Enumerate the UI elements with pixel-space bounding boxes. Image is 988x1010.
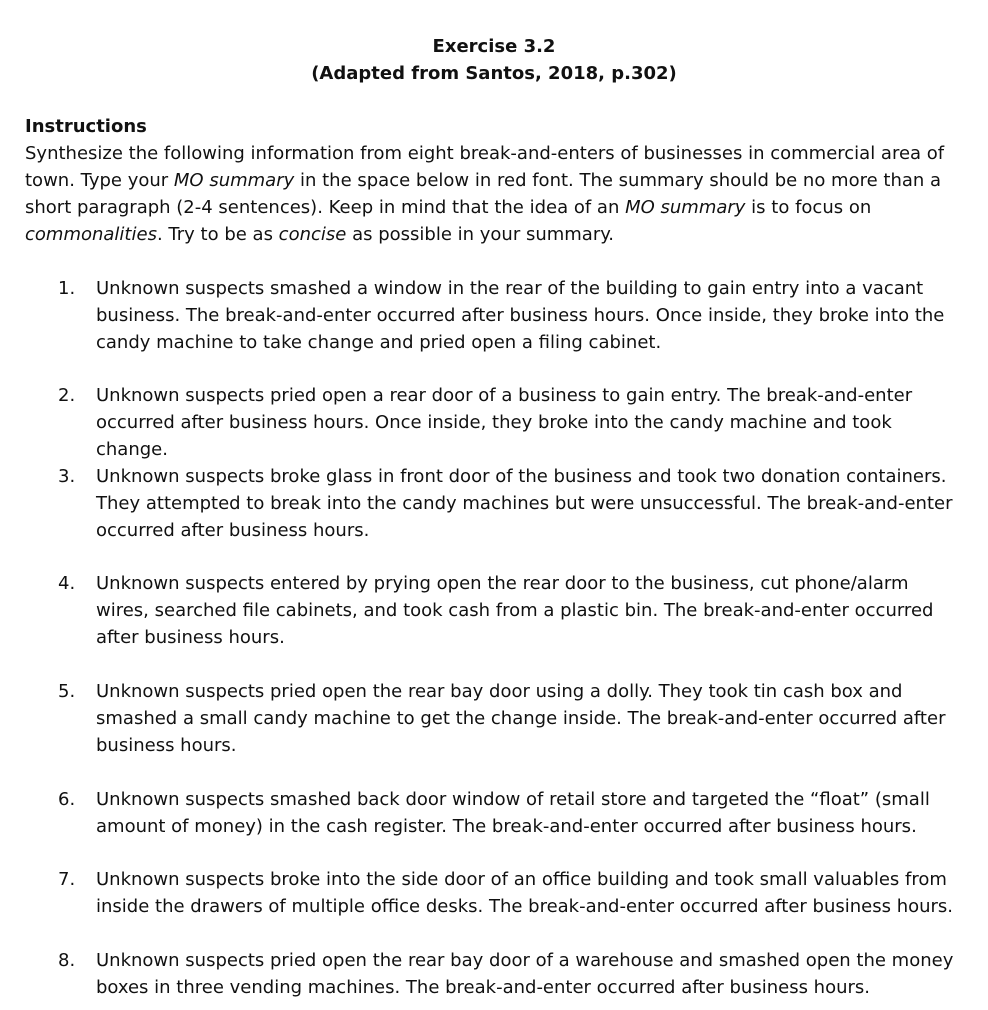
case-number: 4. [58, 573, 76, 594]
instructions-text: is to focus on [745, 197, 872, 218]
case-item-2 [58, 382, 963, 463]
exercise-source: (Adapted from Santos, 2018, p.302) [311, 63, 677, 84]
instructions-text: Synthesize the following information from eight break-and-enters of businesses in commercial area of town. Type your [25, 143, 945, 191]
instructions-emphasis: commonalities [25, 224, 157, 245]
case-item-4 [58, 570, 963, 651]
instructions-text: . Try to be as [156, 224, 279, 245]
case-number: 5. [58, 681, 76, 702]
case-item-6 [58, 786, 963, 840]
case-text: Unknown suspects entered by prying open the rear door to the business, cut phone/alarm wires, searched file cabinets, and took cash from a plastic bin. The break-and-enter occurred after business hours. [96, 573, 934, 648]
case-text: Unknown suspects broke into the side door of an office building and took small valuables from inside the drawers of multiple office desks. The break-and-enter occurred after business hours. [96, 869, 954, 917]
case-item-5 [58, 678, 963, 759]
case-number: 6. [58, 789, 76, 810]
case-text: Unknown suspects pried open a rear door of a business to gain entry. The break-and-enter occurred after business hours. Once inside, they broke into the candy machine and took change. [96, 385, 913, 460]
exercise-title: Exercise 3.2 [432, 36, 556, 57]
case-number: 2. [58, 385, 76, 406]
case-item-1 [58, 275, 963, 356]
instructions-emphasis: MO summary [625, 197, 746, 218]
instructions-emphasis: MO summary [173, 170, 295, 191]
instructions-heading: Instructions [25, 116, 147, 137]
instructions-text: as possible in your summary. [346, 224, 615, 245]
title-block [0, 33, 988, 87]
case-text: Unknown suspects smashed back door window of retail store and targeted the “float” (small amount of money) in the cash register. The break-and-enter occurred after business hours. [96, 789, 930, 837]
case-text: Unknown suspects pried open the rear bay door of a warehouse and smashed open the money boxes in three vending machines. The break-and-enter occurred after business hours. [96, 950, 954, 998]
case-number: 1. [58, 278, 76, 299]
case-number: 7. [58, 869, 76, 890]
case-number: 3. [58, 466, 76, 487]
instructions-paragraph [25, 140, 970, 248]
instructions-text: in the space below in red font. The summary should be no more than a short paragraph (2-4 sentences). Keep in mind that the idea of an [25, 170, 942, 218]
case-item-3 [58, 463, 963, 544]
case-item-7 [58, 866, 963, 920]
instructions-emphasis: concise [278, 224, 347, 245]
case-text: Unknown suspects pried open the rear bay door using a dolly. They took tin cash box and smashed a small candy machine to get the change inside. The break-and-enter occurred after business hours. [96, 681, 946, 756]
case-item-8 [58, 947, 963, 1001]
case-text: Unknown suspects smashed a window in the rear of the building to gain entry into a vacant business. The break-and-enter occurred after business hours. Once inside, they broke into the candy machine to take change and pried open a filing cabinet. [96, 278, 945, 353]
case-number: 8. [58, 950, 76, 971]
case-text: Unknown suspects broke glass in front door of the business and took two donation containers. They attempted to break into the candy machines but were unsuccessful. The break-and-enter occurred after business hours. [96, 466, 953, 541]
instructions-section [25, 113, 970, 248]
